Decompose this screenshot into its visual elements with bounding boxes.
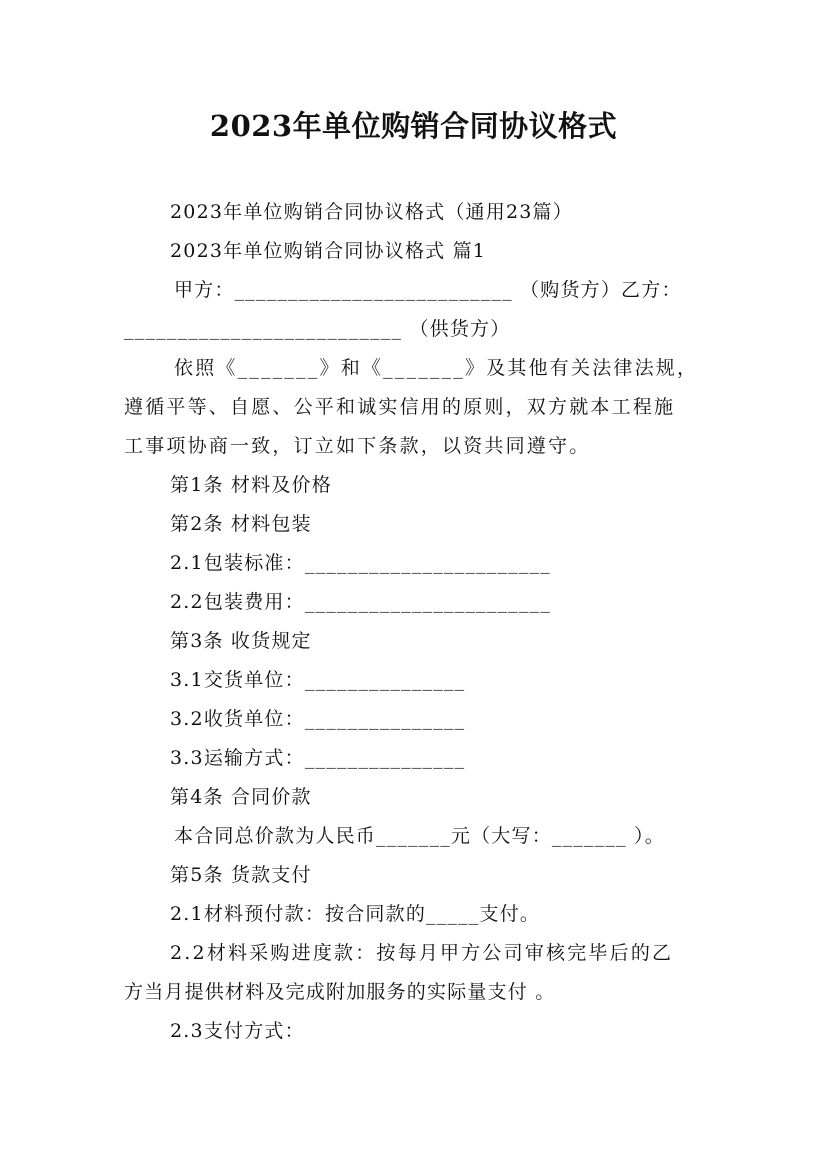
price-line: 本合同总价款为人民币_______元（大写：_______ ）。 [174,825,665,847]
parties-line-1: 甲方：__________________________ （购货方）乙方： [174,279,682,301]
payment-2-1: 2.1材料预付款：按合同款的_____支付。 [170,903,541,925]
item-3-2: 3.2收货单位：_______________ [170,708,466,730]
intro-line-1: 依照《_______》和《_______》及其他有关法律法规， [174,357,699,379]
item-2-1: 2.1包装标准：_______________________ [170,552,551,574]
article-5-heading: 第5条 货款支付 [170,864,312,886]
payment-2-3: 2.3支付方式： [170,1020,305,1042]
item-3-3: 3.3运输方式：_______________ [170,747,466,769]
document-title: 2023年单位购销合同协议格式 [209,109,618,143]
parties-line-2: __________________________ （供货方） [124,318,511,340]
article-4-heading: 第4条 合同价款 [170,786,312,808]
article-1-heading: 第1条 材料及价格 [170,474,332,496]
article-2-heading: 第2条 材料包装 [170,513,312,535]
item-3-1: 3.1交货单位：_______________ [170,669,466,691]
document-subtitle: 2023年单位购销合同协议格式（通用23篇） [170,201,573,223]
intro-line-2: 遵循平等、自愿、公平和诚实信用的原则，双方就本工程施 [124,396,676,418]
item-2-2: 2.2包装费用：_______________________ [170,591,551,613]
article-3-heading: 第3条 收货规定 [170,630,312,652]
intro-line-3: 工事项协商一致，订立如下条款，以资共同遵守。 [124,435,591,457]
payment-2-2-line-2: 方当月提供材料及完成附加服务的实际量支付 。 [124,981,556,1003]
section-heading: 2023年单位购销合同协议格式 篇1 [170,240,487,262]
payment-2-2-line-1: 2.2材料采购进度款：按每月甲方公司审核完毕后的乙 [170,942,674,964]
